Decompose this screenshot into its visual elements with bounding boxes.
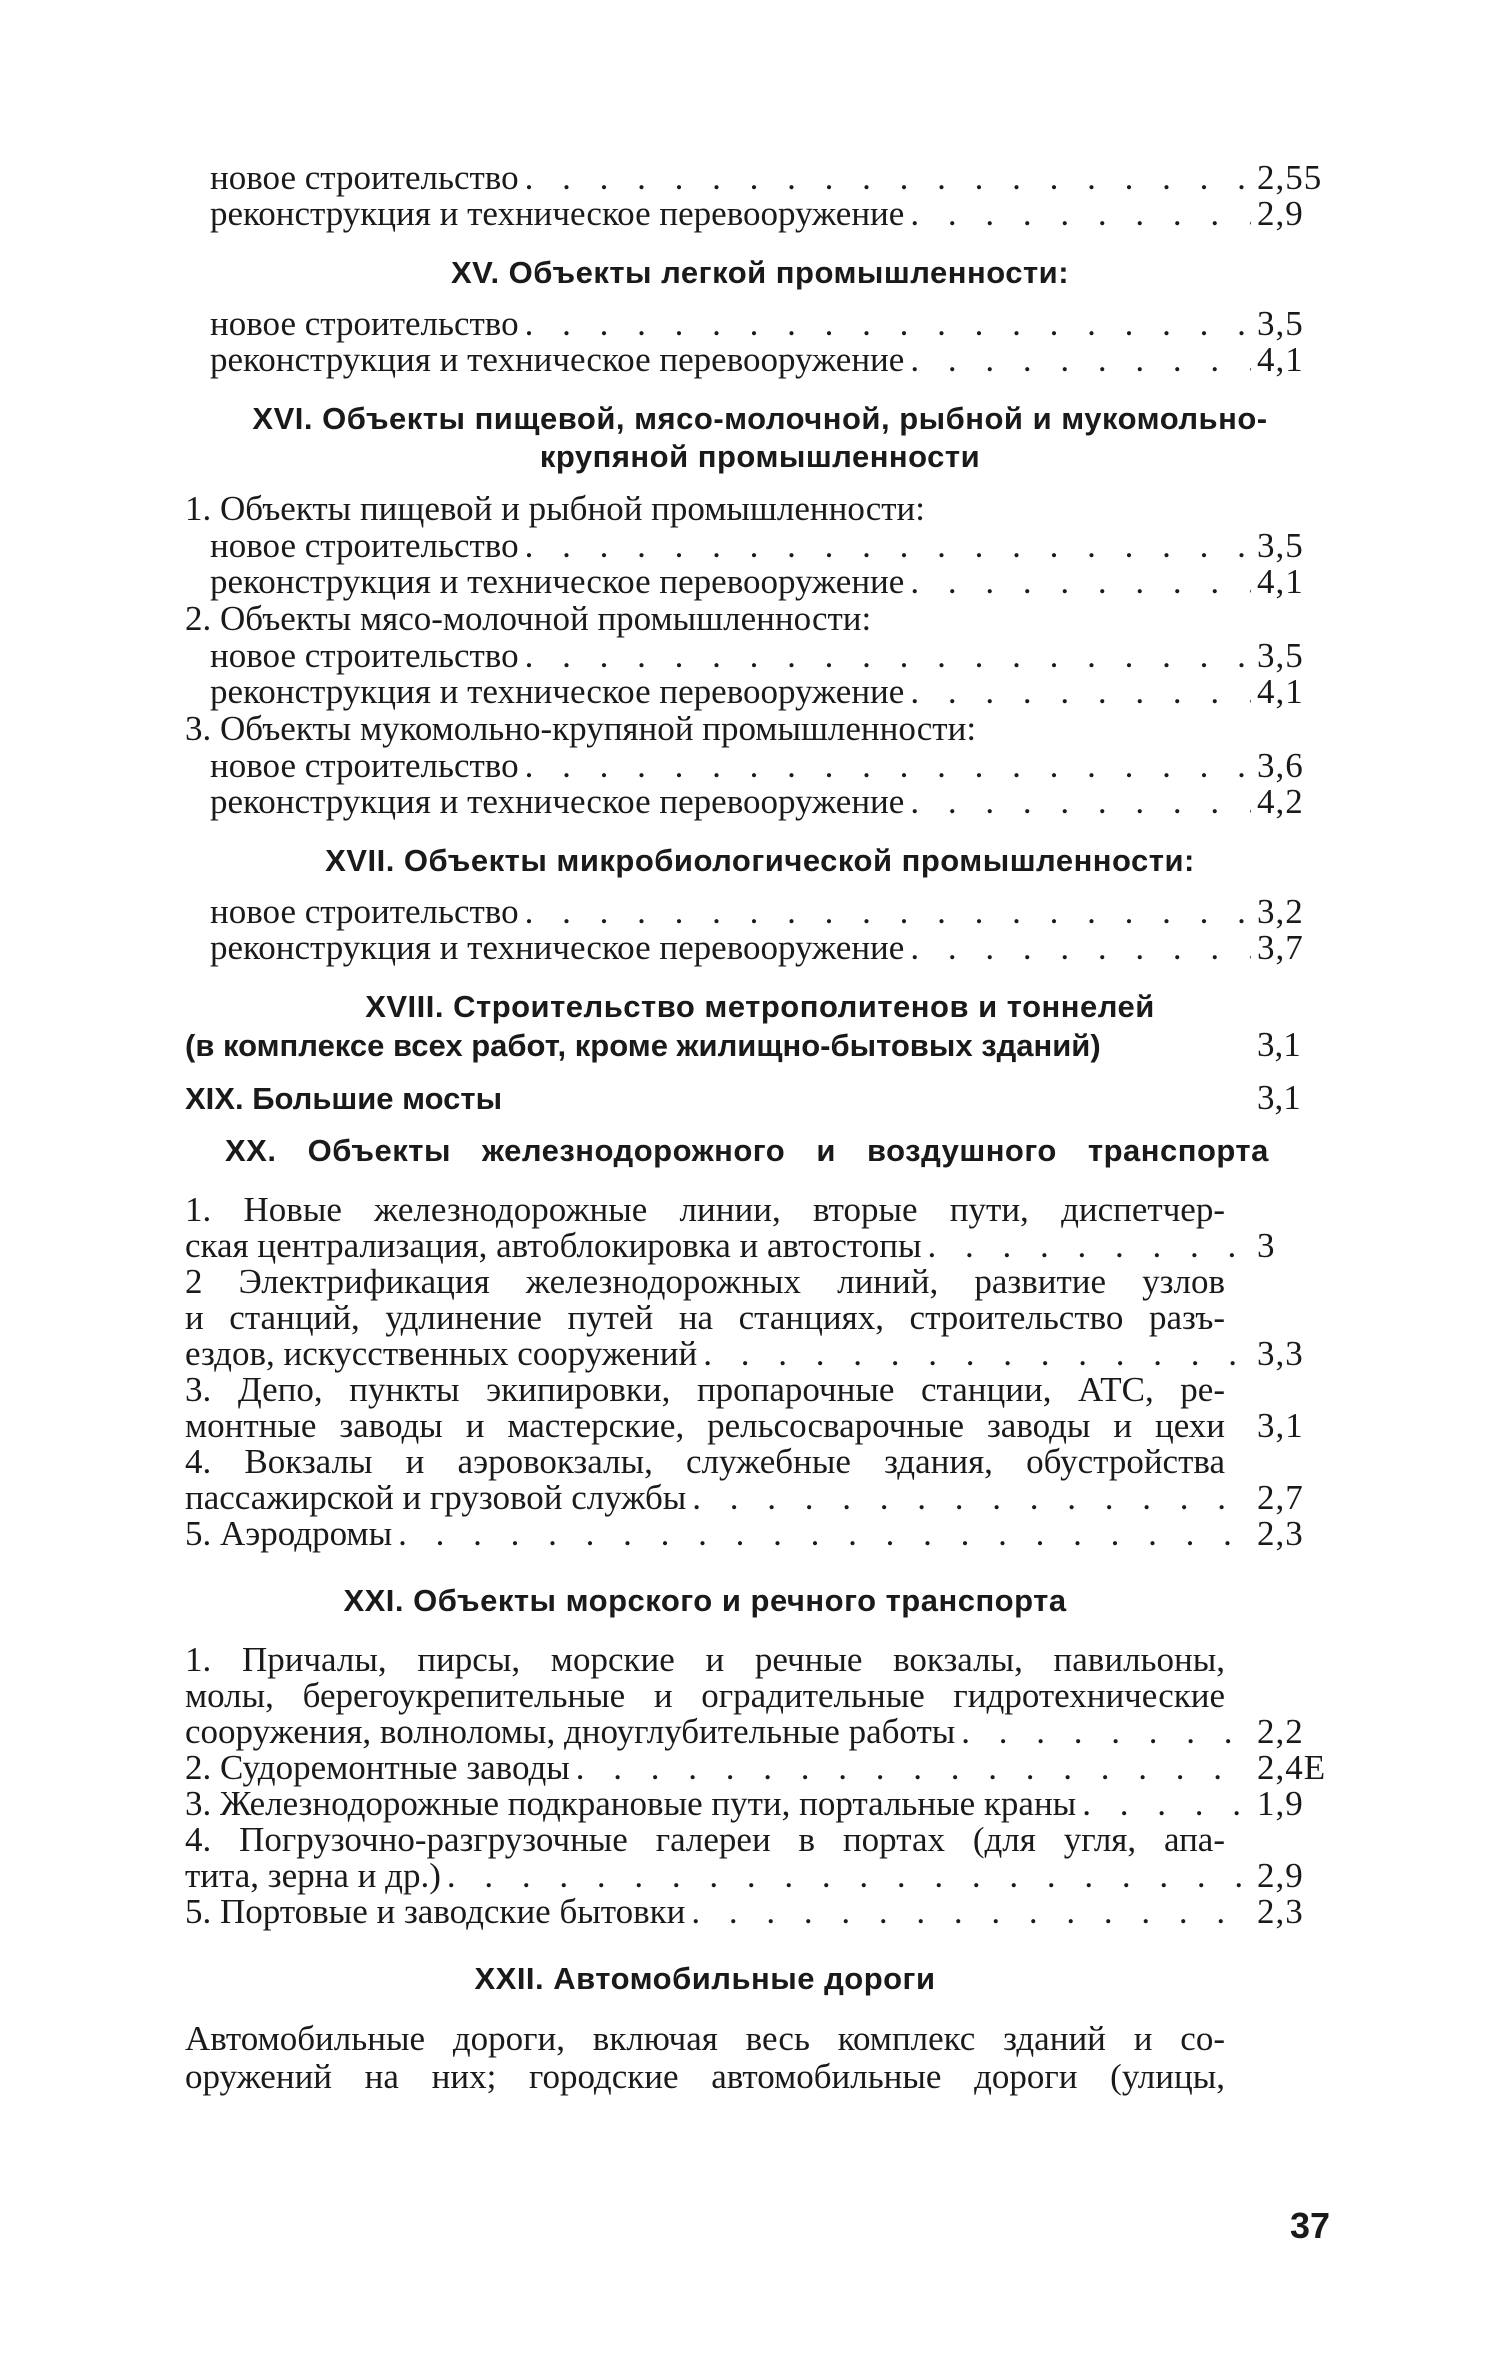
item-line: 1. Причалы, пирсы, морские и речные вокзалы, павильоны, (185, 1640, 1225, 1679)
entry-text: реконструкция и техническое перевооружение (210, 782, 905, 821)
entry-text: реконструкция и техническое перевооружение (210, 562, 905, 601)
section-heading-xx: XX. Объекты железнодорожного и воздушного транспорта (225, 1133, 1269, 1168)
entry-row (210, 674, 1335, 710)
entry-value: 2,7 (1257, 1478, 1304, 1517)
group-title: 1. Объекты пищевой и рыбной промышленности: (185, 489, 925, 528)
entry-value: 4,2 (1257, 782, 1304, 821)
entry-text: реконструкция и техническое перевооружение (210, 340, 905, 379)
section-xx-items (185, 1192, 1335, 1552)
entry-value: 3,5 (1257, 304, 1304, 343)
entry-value: 3,1 (1257, 1078, 1301, 1117)
entry-text: монтные заводы и мастерские, рельсосварочные заводы и цехи (185, 1406, 1225, 1445)
entry-row (185, 1750, 1335, 1786)
entry-value: 3 (1257, 1226, 1276, 1265)
dot-leader (576, 1750, 1251, 1786)
dot-leader (910, 196, 1251, 232)
group-rows (185, 638, 1335, 710)
section-heading-xviii: XVIII. Строительство метрополитенов и тоннелей (365, 989, 1155, 1024)
dot-leader (910, 674, 1251, 710)
section-xvii-rows (185, 894, 1335, 966)
entry-row (185, 1786, 1335, 1822)
entry-text: тита, зерна и др.) (185, 1856, 441, 1895)
entry-row (210, 894, 1335, 930)
entry-text: (в комплексе всех работ, кроме жилищно-бытовых зданий) (185, 1028, 1101, 1063)
entry-text: реконструкция и техническое перевооружение (210, 194, 905, 233)
dot-leader (910, 930, 1251, 966)
dot-leader (910, 784, 1251, 820)
dot-leader (525, 894, 1251, 930)
document-page (185, 160, 1335, 2096)
entry-value: 4,1 (1257, 340, 1304, 379)
entry-value: 3,7 (1257, 928, 1304, 967)
dot-leader (525, 306, 1251, 342)
dot-leader (525, 638, 1251, 674)
dot-leader (703, 1336, 1251, 1372)
dot-leader (910, 564, 1251, 600)
entry-row (210, 196, 1335, 232)
section-heading-xvi-line2: крупяной промышленности (539, 439, 981, 474)
entry-row (210, 160, 1335, 196)
page-number: 37 (1290, 2205, 1331, 2246)
dot-leader (447, 1858, 1251, 1894)
entry-value: 3,1 (1257, 1025, 1301, 1064)
entry-text: 3. Железнодорожные подкрановые пути, портальные краны (185, 1784, 1077, 1823)
section-heading-xvi: XVI. Объекты пищевой, мясо-молочной, рыбной и мукомольно- (252, 401, 1268, 436)
dot-leader (692, 1480, 1251, 1516)
entry-row (210, 342, 1335, 378)
entry-row (210, 930, 1335, 966)
dot-leader (525, 748, 1251, 784)
item-line: и станций, удлинение путей на станциях, строительство разъ- (185, 1298, 1225, 1337)
entry-row (210, 784, 1335, 820)
entry-row (185, 1894, 1335, 1930)
section-xxi-items (185, 1642, 1335, 1930)
section-xv-rows (185, 306, 1335, 378)
entry-text: новое строительство (210, 526, 519, 565)
dot-leader (691, 1894, 1251, 1930)
entry-row (185, 1408, 1335, 1444)
group-rows (185, 528, 1335, 600)
entry-value: 2,3 (1257, 1892, 1304, 1931)
item-line: 1. Новые железнодорожные линии, вторые пути, диспетчер- (185, 1190, 1225, 1229)
entry-value: 3,6 (1257, 746, 1304, 785)
item-line: 3. Депо, пункты экипировки, пропарочные станции, АТС, ре- (185, 1370, 1225, 1409)
entry-text: реконструкция и техническое перевооружение (210, 672, 905, 711)
entry-row (210, 748, 1335, 784)
entry-value: 2,9 (1257, 1856, 1304, 1895)
section-heading-xxi: XXI. Объекты морского и речного транспорта (343, 1583, 1067, 1618)
entry-row (185, 1336, 1335, 1372)
entry-value: 2,55 (1257, 158, 1323, 197)
dot-leader (1082, 1786, 1251, 1822)
group-rows (185, 748, 1335, 820)
item-line: 2 Электрификация железнодорожных линий, развитие узлов (185, 1262, 1225, 1301)
section-heading-xix (185, 1079, 1335, 1118)
entry-value: 2,4Е (1257, 1748, 1327, 1787)
section-heading-xxii: XXII. Автомобильные дороги (474, 1961, 936, 1996)
entry-text: сооружения, волноломы, дноуглубительные работы (185, 1712, 956, 1751)
entry-value: 3,3 (1257, 1334, 1304, 1373)
section-heading-xviii-line2 (185, 1026, 1335, 1065)
paragraph-line: Автомобильные дороги, включая весь комплекс зданий и со- (185, 2019, 1225, 2058)
entry-value: 3,5 (1257, 636, 1304, 675)
entry-text: реконструкция и техническое перевооружение (210, 928, 905, 967)
entry-row (185, 1228, 1335, 1264)
entry-text: новое строительство (210, 892, 519, 931)
group-title: 3. Объекты мукомольно-крупяной промышленности: (185, 709, 977, 748)
section-heading-xvii: XVII. Объекты микробиологической промышленности: (325, 843, 1195, 878)
entry-row (185, 1516, 1335, 1552)
entry-text: новое строительство (210, 746, 519, 785)
entry-text: XIX. Большие мосты (185, 1081, 503, 1116)
entry-row (210, 306, 1335, 342)
entry-value: 2,3 (1257, 1514, 1304, 1553)
entry-value: 3,2 (1257, 892, 1304, 931)
dot-leader (961, 1714, 1251, 1750)
entry-value: 2,2 (1257, 1712, 1304, 1751)
entry-text: 5. Аэродромы (185, 1514, 393, 1553)
entry-text: пассажирской и грузовой службы (185, 1478, 687, 1517)
entry-value: 3,5 (1257, 526, 1304, 565)
dot-leader (398, 1516, 1251, 1552)
entry-row (185, 1480, 1335, 1516)
dot-leader (525, 528, 1251, 564)
top-rows (185, 160, 1335, 232)
entry-value: 3,1 (1257, 1406, 1304, 1445)
item-line: 4. Погрузочно-разгрузочные галереи в портах (для угля, апа- (185, 1820, 1225, 1859)
item-line: 4. Вокзалы и аэровокзалы, служебные здания, обустройства (185, 1442, 1225, 1481)
entry-text: 2. Судоремонтные заводы (185, 1748, 570, 1787)
entry-row (210, 564, 1335, 600)
entry-value: 1,9 (1257, 1784, 1304, 1823)
dot-leader (928, 1228, 1251, 1264)
entry-text: 5. Портовые и заводские бытовки (185, 1892, 686, 1931)
group-title: 2. Объекты мясо-молочной промышленности: (185, 599, 872, 638)
item-line: молы, берегоукрепительные и оградительные гидротехнические (185, 1676, 1225, 1715)
entry-text: ская централизация, автоблокировка и автостопы (185, 1226, 922, 1265)
entry-row (185, 1858, 1335, 1894)
entry-text: новое строительство (210, 304, 519, 343)
dot-leader (525, 160, 1251, 196)
entry-text: новое строительство (210, 636, 519, 675)
paragraph-line: оружений на них; городские автомобильные дороги (улицы, (185, 2057, 1225, 2096)
entry-value: 4,1 (1257, 562, 1304, 601)
entry-text: ездов, искусственных сооружений (185, 1334, 698, 1373)
entry-row (210, 528, 1335, 564)
dot-leader (910, 342, 1251, 378)
entry-row (210, 638, 1335, 674)
entry-value: 4,1 (1257, 672, 1304, 711)
entry-text: новое строительство (210, 158, 519, 197)
entry-value: 2,9 (1257, 194, 1304, 233)
entry-row (185, 1714, 1335, 1750)
section-heading-xv: XV. Объекты легкой промышленности: (450, 255, 1070, 290)
